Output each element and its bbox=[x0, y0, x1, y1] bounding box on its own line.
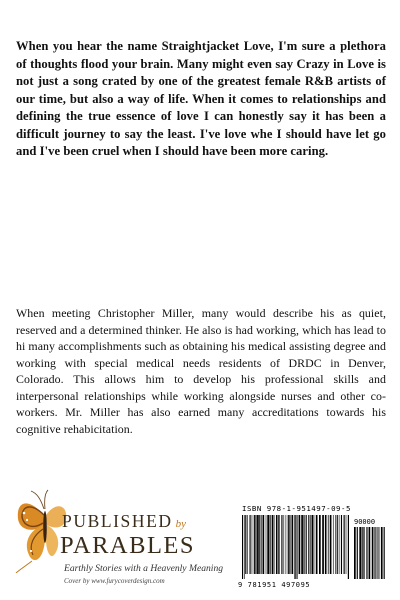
barcode-bar bbox=[310, 515, 311, 574]
barcode-bar bbox=[328, 515, 329, 574]
barcode-bar bbox=[284, 515, 285, 574]
barcode-bar bbox=[366, 527, 367, 579]
blurb-paragraph-intro: When you hear the name Straightjacket Love, I'm sure a plethora of thoughts flood your brain. Many might even say Crazy in Love is not just a song crated by one of the greatest female R&B artists of our time, but also a way of life. When it comes to relationships and defining the true essence of love I can honestly say it has been a difficult journey to say the least. I've love whe I should have let go and I've been cruel when I should have been more caring. bbox=[16, 39, 386, 158]
barcode-bar bbox=[286, 515, 287, 574]
isbn-barcode bbox=[236, 501, 387, 593]
barcode-bar bbox=[270, 515, 271, 574]
barcode-bar bbox=[266, 515, 267, 574]
publisher-published-text: PUBLISHED bbox=[62, 511, 173, 531]
barcode-bar bbox=[339, 515, 340, 574]
barcode-bar bbox=[364, 527, 365, 579]
barcode-bar bbox=[348, 515, 349, 579]
barcode-bar bbox=[252, 515, 253, 574]
barcode-bar bbox=[263, 515, 265, 574]
publisher-published-line bbox=[62, 511, 186, 532]
barcode-bar bbox=[316, 515, 318, 574]
barcode-bar bbox=[319, 515, 321, 574]
barcode-bar bbox=[288, 515, 289, 574]
barcode-bar bbox=[369, 527, 371, 579]
barcode-bar bbox=[301, 515, 303, 574]
barcode-bar bbox=[379, 527, 380, 579]
barcode-bar bbox=[278, 515, 279, 574]
barcode-bar bbox=[276, 515, 277, 574]
barcode-bar bbox=[341, 515, 342, 574]
barcode-bar bbox=[374, 527, 375, 579]
barcode-bar bbox=[337, 515, 338, 574]
blurb-paragraph-author-bio: When meeting Christopher Miller, many would describe his as quiet, reserved and a determined thinker. He also is had working, which has lead to hi many accomplishments such as obtaining his medical assisting degree and working with special medical needs residents of DRDC in Denver, Colorado. This allows him to develop his professional skills and interpersonal relationships while working alongside nurses and other co-workers. Mr. Miller has also earned many accreditations towards his cognitive rehabicitation. bbox=[16, 306, 386, 436]
barcode-bar bbox=[279, 515, 280, 574]
barcode-bar bbox=[244, 515, 245, 579]
barcode-bar bbox=[333, 515, 334, 574]
barcode-bar bbox=[359, 527, 361, 579]
barcode-bar bbox=[327, 515, 328, 574]
barcode-main-bars bbox=[242, 515, 349, 579]
barcode-bar bbox=[377, 527, 378, 579]
barcode-bar bbox=[354, 527, 356, 579]
barcode-bar bbox=[272, 515, 274, 574]
barcode-bar bbox=[299, 515, 301, 574]
barcode-bar bbox=[314, 515, 315, 574]
barcode-bar bbox=[384, 527, 385, 579]
barcode-bar bbox=[312, 515, 314, 574]
barcode-price-code: 90000 bbox=[354, 518, 376, 526]
barcode-bar bbox=[362, 527, 363, 579]
barcode-bar bbox=[363, 527, 364, 579]
barcode-bar bbox=[267, 515, 269, 574]
barcode-bar bbox=[322, 515, 324, 574]
barcode-bar bbox=[247, 515, 248, 574]
barcode-bar bbox=[242, 515, 243, 579]
barcode-bar bbox=[308, 515, 309, 574]
barcode-bar bbox=[255, 515, 256, 574]
barcode-bar bbox=[303, 515, 304, 574]
barcode-bar bbox=[378, 527, 379, 579]
isbn-number: ISBN 978-1-951497-09-5 bbox=[242, 504, 351, 513]
barcode-bar bbox=[346, 515, 347, 574]
barcode-bar bbox=[325, 515, 326, 574]
barcode-bar bbox=[330, 515, 332, 574]
barcode-bar bbox=[372, 527, 374, 579]
publisher-by-text: by bbox=[175, 518, 187, 530]
barcode-bar bbox=[261, 515, 262, 574]
barcode-bar bbox=[306, 515, 307, 574]
barcode-bar bbox=[344, 515, 345, 574]
barcode-bar bbox=[259, 515, 260, 574]
barcode-digits: 9 781951 497095 bbox=[238, 581, 311, 589]
barcode-bar bbox=[257, 515, 259, 574]
barcode-bar bbox=[381, 527, 383, 579]
barcode-bar bbox=[297, 515, 298, 579]
barcode-bar bbox=[292, 515, 294, 574]
barcode-bar bbox=[281, 515, 282, 574]
barcode-bar bbox=[289, 515, 290, 574]
barcode-bar bbox=[245, 515, 246, 574]
barcode-bar bbox=[250, 515, 251, 574]
barcode-bar bbox=[335, 515, 336, 574]
barcode-bar bbox=[357, 527, 358, 579]
publisher-logo bbox=[14, 487, 224, 597]
publisher-name: PARABLES bbox=[60, 532, 196, 559]
cover-credit: Cover by www.furycoverdesign.com bbox=[64, 577, 165, 585]
publisher-tagline: Earthly Stories with a Heavenly Meaning bbox=[64, 563, 224, 574]
barcode-bar bbox=[254, 515, 255, 574]
barcode-bar bbox=[294, 515, 295, 579]
barcode-addon-bars bbox=[354, 527, 385, 579]
barcode-bar bbox=[274, 515, 275, 574]
barcode-bar bbox=[295, 515, 296, 579]
